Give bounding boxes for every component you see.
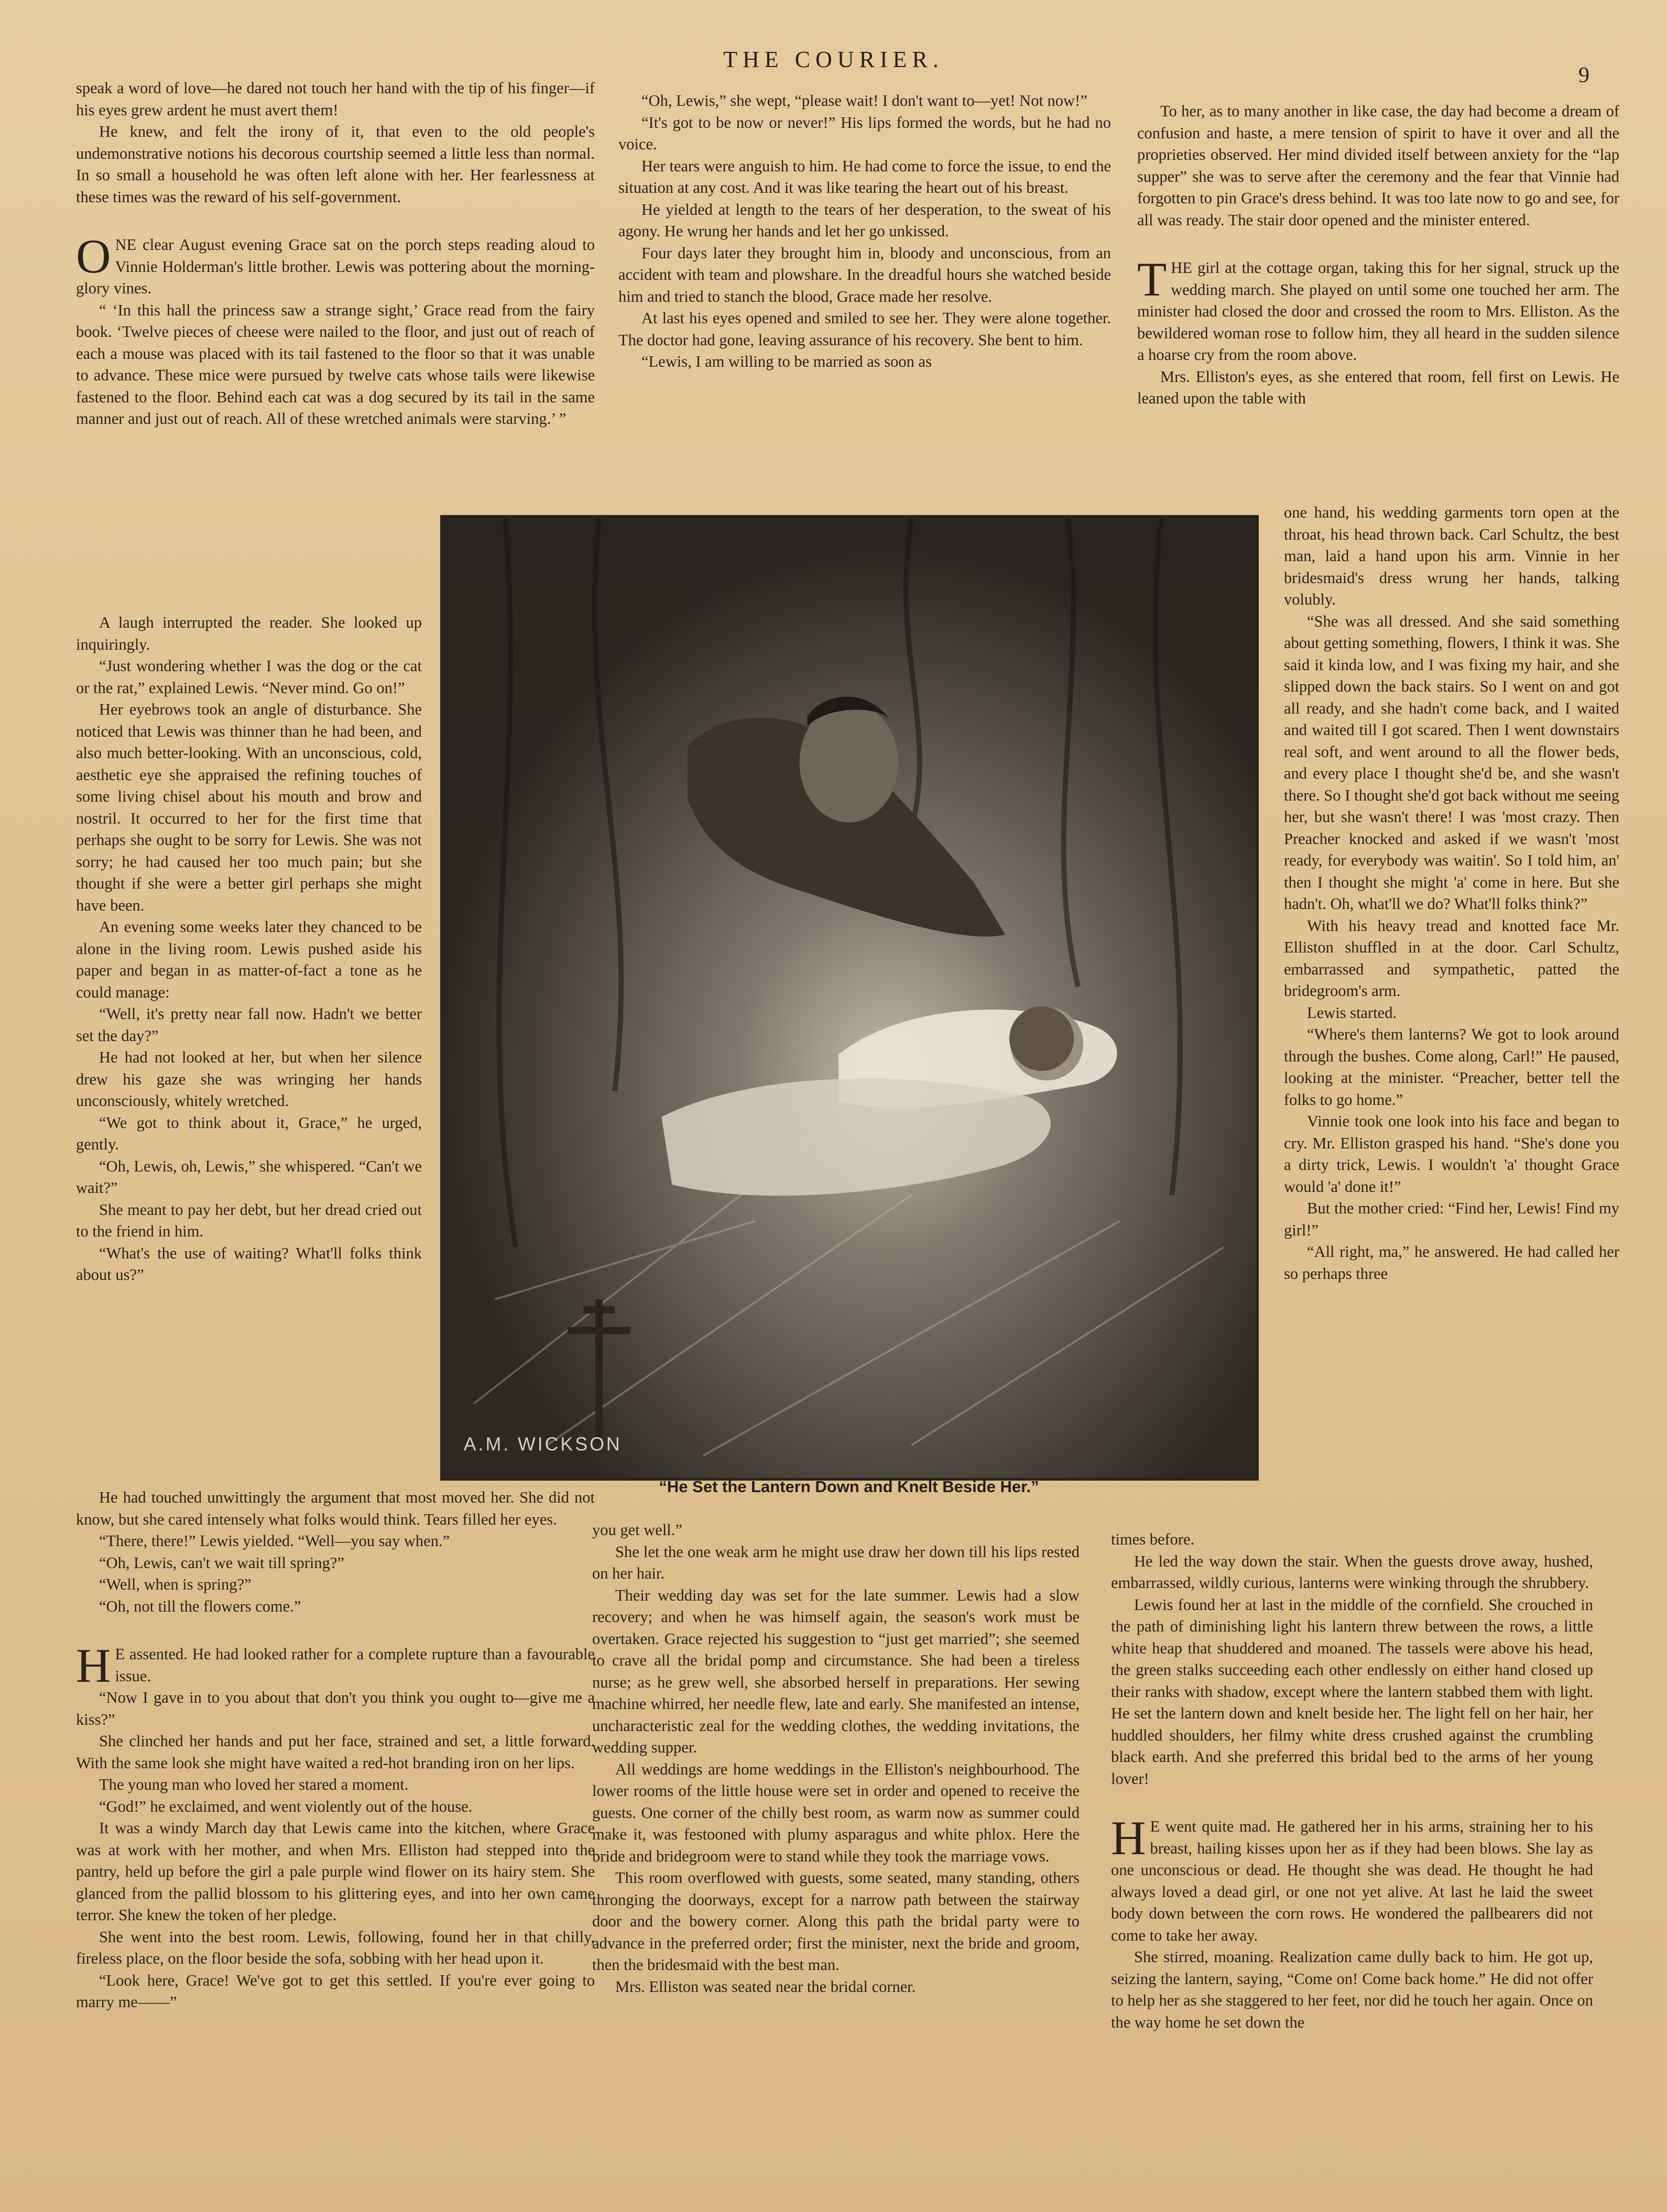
column-1-bottom <box>76 1487 595 2168</box>
paragraph: “We got to think about it, Grace,” he urged, gently. <box>76 1113 422 1153</box>
paragraph: “Oh, Lewis, can't we wait till spring?” <box>99 1553 344 1572</box>
paragraph: She stirred, moaning. Realization came dully back to him. He got up, seizing the lantern, saying, “Come on! Come back home.” He did not offer to help her as she staggered to her feet, nor did he touch her again. Once on the way home he set down the <box>1111 1948 1593 2031</box>
paragraph: Their wedding day was set for the late summer. Lewis had a slow recovery; and when he was himself again, the season's work must be overtaken. Grace rejected his suggestion to “just get married”; she seemed to crave all the bridal pomp and circumstance. She had been a tireless nurse; as he grew well, she absorbed herself in preparations. Her sewing machine whirred, her needle flew, late and early. She manifested an intense, uncharacteristic zeal for the wedding clothes, the wedding invitations, the wedding supper. <box>592 1586 1080 1756</box>
paragraph: It was a windy March day that Lewis came into the kitchen, where Grace was at work with her mother, and when Mrs. Elliston had stepped into the pantry, held up before the girl a pale purple wind flower on its hairy stem. She glanced from the pallid blossom to his glittering eyes, and into her own came terror. She knew the token of her pledge. <box>76 1819 595 1924</box>
paragraph: To her, as to many another in like case, the day had become a dream of confusion and haste, a mere tension of spirit to have it over and all the proprieties observed. Her mind divided itself between anxiety for the “lap supper” she was to serve after the ceremony and the fear that Vinnie had forgotten to pin Grace's dress behind. It was too late now to go and see, for all was ready. The stair door opened and the minister entered. <box>1137 102 1619 229</box>
paragraph: Four days later they brought him in, bloody and unconscious, from an accident with team and plowshare. In the dreadful hours she watched beside him and tried to stanch the blood, Grace made her resolve. <box>618 244 1111 305</box>
artist-signature: A.M. WICKSON <box>463 1433 622 1455</box>
column-3-top <box>1137 101 1619 514</box>
paragraph: Lewis started. <box>1307 1003 1397 1022</box>
masthead: THE COURIER. <box>723 47 944 72</box>
paragraph: H E went quite mad. He gathered her in his arms, straining her to his breast, hailing kisses upon her as if they had been blows. She lay as one unconscious or dead. He thought she was dead. He thought he had always loved a dead girl, or one not yet alive. At last he laid the sweet body down between the corn rows. He wondered the pallbearers did not come to take her away. <box>1111 1811 1593 1944</box>
column-2-top <box>618 90 1111 504</box>
paragraph: “God!” he exclaimed, and went violently out of the house. <box>99 1797 473 1815</box>
column-1-narrow <box>76 612 422 1487</box>
paragraph: At last his eyes opened and smiled to see her. They were alone together. The doctor had gone, leaving assurance of his recovery. She bent to him. <box>618 309 1111 349</box>
paragraph: Her tears were anguish to him. He had come to force the issue, to end the situation at any cost. And it was like tearing the heart out of his breast. <box>618 157 1111 196</box>
paragraph: Vinnie took one look into his face and began to cry. Mr. Elliston grasped his hand. “She's done you a dirty trick, Lewis. I wouldn't 'a' thought Grace would 'a' done it!” <box>1284 1112 1619 1196</box>
paragraph: “There, there!” Lewis yielded. “Well—you say when.” <box>99 1532 450 1550</box>
paragraph: Mrs. Elliston was seated near the bridal corner. <box>615 1977 916 1996</box>
paragraph: A laugh interrupted the reader. She looked up inquiringly. <box>76 614 422 653</box>
paragraph: “Oh, Lewis,” she wept, “please wait! I don't want to—yet! Not now!” <box>641 92 1087 109</box>
paragraph: “Just wondering whether I was the dog or the cat or the rat,” explained Lewis. “Never mind. Go on!” <box>76 657 422 697</box>
paragraph: “She was all dressed. And she said something about getting something, flowers, I think it was. She said it kinda low, and I was fixing my hair, and she slipped down the back stairs. So I went on and got all ready, and she hadn't come back, and I waited and waited till I got scared. Then I went downstairs real soft, and went around to all the flower beds, and every place I thought she'd be, and she wasn't there. So I thought she'd got back without me seeing her, but she wasn't there! I was 'most crazy. Then Preacher knocked and asked if we wasn't 'most ready, for everybody was waitin'. So I told him, an' then I thought she might 'a' come in here. But she hadn't. Oh, what'll we do? What'll folks think?” <box>1284 612 1619 913</box>
paragraph: But the mother cried: “Find her, Lewis! Find my girl!” <box>1284 1199 1619 1239</box>
paragraph: He knew, and felt the irony of it, that even to the old people's undemonstrative notions his decorous courtship seemed a little less than normal. In so small a household he was often left alone with her. Her fearlessness at these times was the reward of his self-government. <box>76 123 595 206</box>
column-3-bottom <box>1111 1529 1593 2178</box>
lantern-scene-image <box>443 518 1256 1478</box>
drop-cap: T <box>1137 253 1167 306</box>
paragraph: He had not looked at her, but when her silence drew his gaze she was wringing her hands unconsciously, whitely wretched. <box>76 1048 422 1110</box>
paragraph: “Lewis, I am willing to be married as soon as <box>641 353 932 370</box>
paragraph: She clinched her hands and put her face, strained and set, a little forward. With the same look she might have waited a red-hot branding iron on her lips. <box>76 1732 595 1772</box>
paragraph: “All right, ma,” he answered. He had called her so perhaps three <box>1284 1243 1619 1283</box>
paragraph: “Look here, Grace! We've got to get this settled. If you're ever going to marry me——” <box>76 1971 595 2011</box>
paragraph: She went into the best room. Lewis, following, found her in that chilly, fireless place, on the floor beside the sofa, sobbing with her head upon it. <box>76 1928 595 1967</box>
paragraph: He yielded at length to the tears of her desperation, to the sweat of his agony. He wrung her hands and let her go unkissed. <box>618 200 1111 240</box>
page-number: 9 <box>1578 63 1589 87</box>
drop-cap: O <box>76 229 111 283</box>
paragraph: THE girl at the cottage organ, taking this for her signal, struck up the wedding march. She played on until some one touched her arm. The minister had closed the door and crossed the room to Mrs. Elliston. As the bewildered woman rose to follow him, they all heard in the sudden silence a hoarse cry from the room above. <box>1137 253 1619 364</box>
paragraph: “Now I gave in to you about that don't you think you ought to—give me a kiss?” <box>76 1689 595 1728</box>
drop-cap: H <box>76 1639 111 1692</box>
paragraph: “Well, when is spring?” <box>99 1575 252 1593</box>
paragraph: you get well.” <box>592 1521 682 1539</box>
paragraph: All weddings are home weddings in the Elliston's neighbourhood. The lower rooms of the little house were set in order and opened to receive the guests. One corner of the chilly best room, as warm now as summer could make it, was festooned with plumy asparagus and white phlox. Here the bride and bridegroom were to stand while they took the marriage vows. <box>592 1760 1080 1865</box>
paragraph: “ ‘In this hall the princess saw a strange sight,’ Grace read from the fairy book. ‘Twelve pieces of cheese were nailed to the floor, and just out of reach of each a mouse was placed with its tail fastened to the floor so that it was unable to advance. These mice were pursued by twelve cats whose tails were likewise fastened to the floor. Behind each cat was a dog secured by its tail in the same manner and just out of reach. All of these wretched animals were starving.’ ” <box>76 301 595 428</box>
paragraph: “Well, it's pretty near fall now. Hadn't we better set the day?” <box>76 1005 422 1045</box>
column-3-narrow <box>1284 502 1619 1529</box>
paragraph: H E assented. He had looked rather for a complete rupture than a favourable issue. <box>76 1639 595 1692</box>
paragraph: “It's got to be now or never!” His lips formed the words, but he had no voice. <box>618 113 1111 153</box>
paragraph: With his heavy tread and knotted face Mr. Elliston shuffled in at the door. Carl Schultz, embarrassed and sympathetic, patted the bridegroom's arm. <box>1284 916 1619 1000</box>
paragraph: Her eyebrows took an angle of disturbance. She noticed that Lewis was thinner than he had been, and also much better-looking. With an unconscious, cold, aesthetic eye she appraised the refining touches of some living chisel about his mouth and brow and nostril. It occurred to her for the first time that perhaps she ought to be sorry for Lewis. She was not sorry; he had caused her too much pain; but she thought if she were a better girl perhaps she might have been. <box>76 700 422 914</box>
paragraph: She let the one weak arm he might use draw her down till his lips rested on her hair. <box>592 1542 1080 1582</box>
paragraph: “Where's them lanterns? We got to look around through the bushes. Come along, Carl!” He paused, looking at the minister. “Preacher, better tell the folks to go home.” <box>1284 1025 1619 1109</box>
paragraph: speak a word of love—he dared not touch her hand with the tip of his finger—if his eyes grew ardent he must avert them! <box>76 79 595 119</box>
paragraph: “What's the use of waiting? What'll folks think about us?” <box>76 1244 422 1284</box>
paragraph: The young man who loved her stared a moment. <box>99 1776 409 1793</box>
paragraph: Lewis found her at last in the middle of the cornfield. She crouched in the path of diminishing light his lantern threw between the rows, a little white heap that shuddered and moaned. The tassels were above his head, the green stalks succeeding each other endlessly on either hand closed up their ranks with shadow, except where the lantern stabbed them with light. He set the lantern down and knelt beside her. The light fell on her hair, her huddled shoulders, her filmy white dress crushed against the crumbling black earth. And she preferred this bridal bed to the arms of her young lover! <box>1111 1595 1593 1788</box>
paragraph: “Oh, not till the flowers come.” <box>99 1597 301 1615</box>
paragraph: She meant to pay her debt, but her dread cried out to the friend in him. <box>76 1200 422 1240</box>
paragraph: “Oh, Lewis, oh, Lewis,” she whispered. “Can't we wait?” <box>76 1157 422 1197</box>
paragraph: He had touched unwittingly the argument that most moved her. She did not know, but she cared intensely what folks would think. Tears filled her eyes. <box>76 1488 595 1528</box>
paragraph: one hand, his wedding garments torn open at the throat, his head thrown back. Carl Schultz, the best man, laid a hand upon his arm. Vinnie in her bridesmaid's dress wrung her hands, talking volubly. <box>1284 503 1619 608</box>
paragraph: He led the way down the stair. When the guests drove away, hushed, embarrassed, wildly curious, lanterns were winking through the shrubbery. <box>1111 1552 1593 1592</box>
paragraph: times before. <box>1111 1530 1195 1548</box>
story-illustration <box>440 515 1259 1481</box>
paragraph: This room overflowed with guests, some seated, many standing, others thronging the doorways, except for a narrow path between the stairway door and the bowery corner. Along this path the bridal party were to advance in the preferred order; first the minister, next the bride and groom, then the bridesmaid with the best man. <box>592 1869 1080 1974</box>
paragraph: Mrs. Elliston's eyes, as she entered that room, fell first on Lewis. He leaned upon the table with <box>1137 367 1619 407</box>
illustration-caption: “He Set the Lantern Down and Knelt Beside Her.” <box>659 1477 1039 1496</box>
paragraph: ONE clear August evening Grace sat on the porch steps reading aloud to Vinnie Holderman's little brother. Lewis was pottering about the morning-glory vines. <box>76 229 595 297</box>
paragraph: An evening some weeks later they chanced to be alone in the living room. Lewis pushed aside his paper and began in as matter-of-fact a tone as he could manage: <box>76 918 422 1001</box>
drop-cap: H <box>1111 1811 1146 1865</box>
column-2-bottom <box>592 1519 1080 2180</box>
